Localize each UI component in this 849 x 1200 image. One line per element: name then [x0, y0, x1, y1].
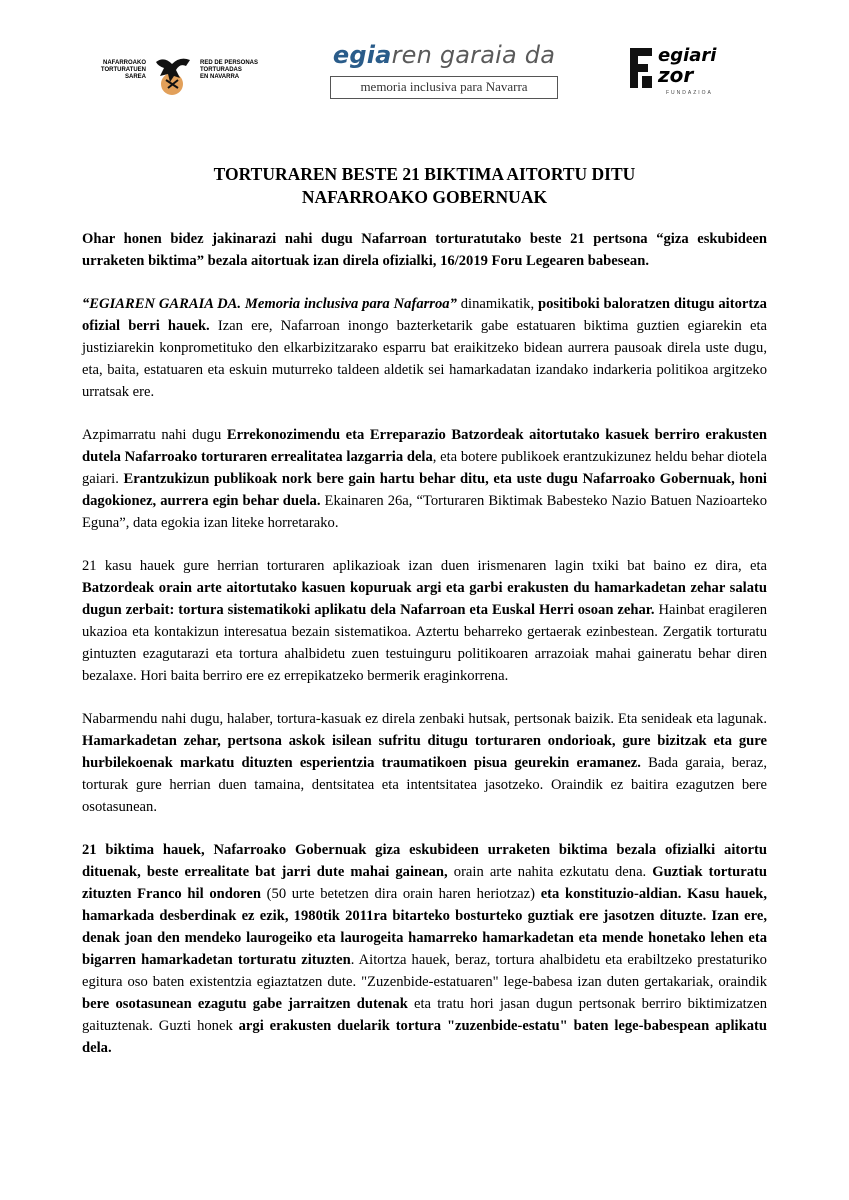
p5-text-b: Bada garaia, beraz, torturak gure herrian duen tamaina, dentsitatea eta intentsitatea jasotzeko. Oraindik ez baitira ezagutzen bere osotasunean.: [82, 755, 767, 815]
logo-right-name1: egiari: [658, 45, 717, 66]
logo-center-subtitle: memoria inclusiva para Navarra: [330, 76, 558, 99]
p3-text-b: , eta botere publikoek erantzukizunez heldu behar diotela gaiari.: [82, 449, 767, 487]
logo-left-line2: TORTURATUEN: [100, 67, 146, 73]
logo-egiaren-garaia-da: [330, 40, 558, 104]
p2-text-a: dinamikatik,: [456, 296, 539, 312]
torture-network-emblem-icon: [146, 54, 198, 98]
paragraph-1: [82, 228, 767, 272]
logo-right-name2: zor: [658, 63, 694, 87]
p6-bold-d: bere osotasunean ezagutu gabe jarraitzen dutenak: [82, 996, 408, 1012]
logo-right-fundazioa: FUNDAZIOA: [666, 90, 713, 96]
logo-egiari-zor-fundazioa: [626, 44, 746, 104]
p6-bold-b: Guztiak torturatu zituzten Franco hil ondoren: [82, 864, 767, 902]
document-title: [82, 163, 767, 209]
paragraph-4: [82, 555, 767, 687]
logo-left-text-eu: [98, 60, 146, 81]
p4-bold: Batzordeak orain arte aitortutako kasuen kopuruak argi eta garbi erakusten du hamarkadetan zehar salatu dugun zerbait: tortura sistematikoki aplikatu dela Nafarroan eta Euskal Herri osoan zehar.: [82, 580, 767, 618]
p4-text-a: 21 kasu hauek gure herrian torturaren aplikazioak izan duen irismenaren lagin txiki bat baino ez dira, eta: [82, 558, 767, 574]
logo-left-line3: SAREA: [124, 74, 146, 80]
logo-center-brand: egia: [332, 41, 392, 69]
p2-quote: “EGIAREN GARAIA DA. Memoria inclusiva para Nafarroa”: [82, 296, 457, 312]
p2-bold: positiboki baloratzen ditugu aitortza ofizial berri hauek.: [82, 296, 767, 334]
p4-text-b: Hainbat eragileren ukazioa eta kontakizun interesatua bezain sistematikoa. Aztertu beharreko gertaerak ezinbestean. Zergatik torturatu gintuzten ezagutarazi eta tortura ahalbidetu zuen testuinguru politikoaren arrazoiak mahai gaineratu behar diren bezalaxe. Hori baita berriro ere ez errepikatzeko bermerik eraginkorrena.: [82, 602, 768, 684]
p3-text-c: Ekainaren 26a, “Torturaren Biktimak Babesteko Nazio Batuen Nazioarteko Eguna”, data egokia izan liteke horretarako.: [82, 493, 767, 531]
logo-left-line1: NAFARROAKO: [103, 60, 146, 66]
logo-right-line2: TORTURADAS: [200, 67, 242, 73]
p5-text-a: Nabarmendu nahi dugu, halaber, tortura-kasuak ez direla zenbaki hutsak, pertsonak baizik. Eta senideak eta lagunak.: [82, 711, 767, 727]
paragraph-5: [82, 708, 767, 818]
p6-bold-c: eta konstituzio-aldian. Kasu hauek, hamarkada desberdinak ez ezik, 1980tik 2011ra bitarteko bosturteko guztiak ere jasotzen dituzte. Izan ere, denak joan den mendeko laurogeiko eta laurogeita hamarreko hamarkadetan eta mende honetako lehen eta bigarren hamarkadetan torturatu zituzten: [82, 886, 768, 968]
paragraph-1-text: Ohar honen bidez jakinarazi nahi dugu Nafarroan torturatutako beste 21 pertsona “giza eskubideen urraketen biktima” bezala aitortuak izan direla ofizialki, 16/2019 Foru Legearen babesean.: [82, 231, 767, 269]
paragraph-2: [82, 293, 767, 403]
logo-center-title: [330, 40, 558, 70]
p6-text-d: eta tratu hori jasan dugun pertsonak berriro biktimizatzen gaituztenak. Guzti honek: [82, 996, 767, 1034]
header: [0, 40, 849, 110]
egiari-zor-mark-icon: [626, 44, 658, 92]
p6-bold-a: 21 biktima hauek, Nafarroako Gobernuak giza eskubideen urraketen biktima bezala ofizialki aitortu dituenak, beste errealitate bat jarri dute mahai gainean,: [82, 842, 767, 880]
logo-nafarroako-torturatuen-sarea: [98, 54, 268, 94]
title-line2: NAFARROAKO GOBERNUAK: [301, 187, 548, 207]
p6-text-b: (50 urte betetzen dira orain haren heriotzaz): [260, 886, 541, 902]
logo-right-text-es: [200, 60, 260, 81]
document-body: [82, 228, 767, 1080]
p6-text-c: . Aitortza hauek, beraz, tortura ahalbidetu eta erabiltzeko prestaturiko egitura oso baten existentzia egiaztatzen dute. "Zuzenbide-estatuaren" lege-babesa izan duten gertakariak, oraindik: [82, 952, 767, 990]
p3-bold-a: Errekonozimendu eta Erreparazio Batzordeak aitortutako kasuek berriro erakusten dutela Nafarroako torturaren errealitatea lazgarria dela: [82, 427, 767, 465]
logo-right-line3: EN NAVARRA: [200, 74, 240, 80]
p3-bold-b: Erantzukizun publikoak nork bere gain hartu behar ditu, eta uste dugu Nafarroako Gobernuak, honi dagokionez, aurrera egin behar duela.: [82, 471, 767, 509]
title-line1: TORTURAREN BESTE 21 BIKTIMA AITORTU DITU: [213, 164, 636, 184]
p3-text-a: Azpimarratu nahi dugu: [82, 427, 227, 443]
p6-text-a: orain arte nahita ezkutatu dena.: [447, 864, 653, 880]
paragraph-3: [82, 424, 767, 534]
p6-bold-e: argi erakusten duelarik tortura "zuzenbide-estatu" baten lege-babespean aplikatu dela.: [82, 1018, 767, 1056]
p2-text-b: Izan ere, Nafarroan inongo bazterketarik gabe estatuaren biktima guztien egiarekin eta justiziarekin konprometituko den elkarbizitzarako esparru bat eraikitzeko bidean aurrera pausoak direla uste dugu, eta, baita, estatuaren eta eskuin muturreko taldeen aldetik sei hamarkadatan izandako indarkeria politikoa argitzeko urratsak ere.: [82, 318, 767, 400]
p5-bold: Hamarkadetan zehar, pertsona askok isilean sufritu ditugu torturaren ondorioak, gure bizitzak eta gure hurbilekoenak markatu dituzten esperientzia traumatikoen pisua geurekin eramanez.: [82, 733, 767, 771]
logo-right-line1: RED DE PERSONAS: [200, 60, 259, 66]
logo-center-rest: ren garaia da: [391, 41, 556, 69]
paragraph-6: [82, 839, 767, 1059]
